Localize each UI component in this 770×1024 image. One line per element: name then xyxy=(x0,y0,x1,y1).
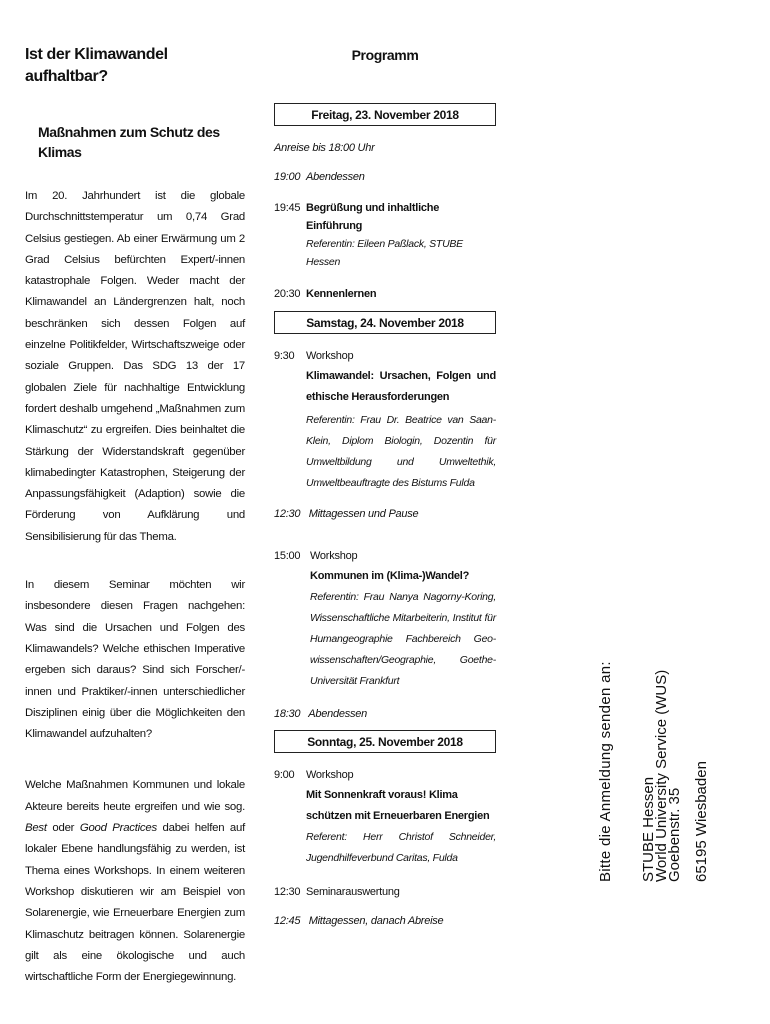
time: 12:30 xyxy=(274,886,301,898)
schedule-item-welcome xyxy=(274,199,496,235)
address-line-1: STUBE Hessen xyxy=(640,776,657,882)
time: 19:00 xyxy=(274,171,301,183)
schedule-item-dinner-saturday: 18:30 Abendessen xyxy=(274,708,367,720)
time: 9:30 xyxy=(274,350,295,362)
time: 15:00 xyxy=(274,550,301,562)
schedule-item-meet xyxy=(274,285,496,303)
schedule-item-lunch-saturday: 12:30 Mittagessen und Pause xyxy=(274,508,419,520)
paragraph-3-italic-best: Best xyxy=(25,822,47,835)
paragraph-3-text-a: Welche Maßnahmen Kommunen und lokale Akteure bereits heute ergreifen und wie sog. xyxy=(25,779,245,813)
workshop-2-speaker: Referentin: Frau Nanya Nagorny-Koring, Wissenschaftliche Mitarbeiterin, Institut für Humangeographie Fachbereich Geo-wissenschaften/Geographie, Goethe-Universität Frankfurt xyxy=(310,591,496,687)
activity: Seminarauswertung xyxy=(306,886,400,898)
intro-paragraph-1: Im 20. Jahrhundert ist die globale Durchschnittstemperatur um 0,74 Grad Celsius gestiegen. Ab einer Erwärmung um 2 Grad Celsius befürchten Expert/-innen katastrophale Folgen. Weder macht der Klimawandel an Ländergrenzen halt, noch beschränken sich dessen Folgen auf einzelne Politikfelder, Wirtschaftszweige oder soziale Gruppen. Das SDG 13 der 17 globalen Ziele für nachhaltige Entwicklung fordert deshalb umgehend „Maßnahmen zum Klimaschutz“ zu ergreifen. Dies beinhaltet die Stärkung der Widerstandskraft gegenüber klimabedingter Katastrophen, Steigerung der Anpassungsfähigkeit (Adaption) sowie die Förderung von Aufklärung und Sensibilisierung für das Thema. xyxy=(25,190,245,543)
intro-paragraph-2: In diesem Seminar möchten wir insbesondere diesen Fragen nachgehen: Was sind die Ursachen und Folgen des Klimawandels? Welche ethischen Imperative ergeben sich daraus? Sind sich Forscher/-innen und Praktiker/-innen unterschiedlicher Disziplinen einig über die Möglichkeiten den Klimawandel aufzuhalten? xyxy=(25,579,245,741)
workshop-3-speaker: Referent: Herr Christof Schneider, Jugendhilfeverbund Caritas, Fulda xyxy=(306,831,496,864)
day-header-saturday: Samstag, 24. November 2018 xyxy=(274,311,496,334)
page-title: Ist der Klimawandel aufhaltbar? xyxy=(25,46,168,85)
activity: Begrüßung und inhaltliche Einführung xyxy=(306,202,440,232)
intro-column xyxy=(25,44,245,988)
schedule-item-evaluation xyxy=(274,883,496,901)
subtitle: Maßnahmen zum Schutz des Klimas xyxy=(38,124,220,160)
registration-prompt: Bitte die Anmeldung senden an: xyxy=(597,661,614,882)
paragraph-3-text-c: dabei helfen auf lokaler Ebene handlungsfähig zu werden, ist Thema eines Workshops. In einem weiteren Workshop diskutieren wir am Beispiel von Solarenergie, wie Erneuerbare Energien zum Klimaschutz beitragen können. Solarenergie gilt als eine ökologische und auch wirtschaftliche Form der Energiegewinnung. xyxy=(25,822,245,984)
intro-paragraph-3 xyxy=(25,775,245,988)
paragraph-3-text-b: oder xyxy=(46,822,80,835)
activity: Kennenlernen xyxy=(306,288,377,300)
schedule-item-workshop-3 xyxy=(274,765,496,785)
day-header-friday: Freitag, 23. November 2018 xyxy=(274,103,496,126)
address-line-4: 65195 Wiesbaden xyxy=(693,761,710,882)
activity: Abendessen xyxy=(306,171,365,183)
speaker-note: Referentin: Eileen Paßlack, STUBE Hessen xyxy=(306,238,463,268)
workshop-2-title: Kommunen im (Klima-)Wandel? xyxy=(310,570,470,582)
schedule-item-workshop-1 xyxy=(274,346,496,366)
paragraph-3-italic-good-practices: Good Practices xyxy=(79,822,157,835)
activity: Workshop xyxy=(310,550,358,562)
day-header-sunday: Sonntag, 25. November 2018 xyxy=(274,730,496,753)
workshop-1-speaker: Referentin: Frau Dr. Beatrice van Saan-Klein, Diplom Biologin, Dozentin für Umweltbildung und Umweltethik, Umweltbeauftragte des Bistums Fulda xyxy=(306,414,496,489)
activity: Workshop xyxy=(306,350,354,362)
schedule-item-departure: 12:45 Mittagessen, danach Abreise xyxy=(274,915,444,927)
address-block xyxy=(642,670,681,882)
time: 20:30 xyxy=(274,288,301,300)
program-title: Programm xyxy=(351,47,419,63)
schedule-item-dinner-friday xyxy=(274,169,496,185)
arrival-note: Anreise bis 18:00 Uhr xyxy=(274,142,375,154)
time: 9:00 xyxy=(274,769,295,781)
schedule-item-workshop-2 xyxy=(274,546,496,566)
program-column xyxy=(274,44,496,929)
workshop-1-title: Klimawandel: Ursachen, Folgen und ethische Herausforderungen xyxy=(306,370,496,403)
activity: Workshop xyxy=(306,769,354,781)
workshop-3-title: Mit Sonnenkraft voraus! Klima schützen mit Erneuerbaren Energien xyxy=(306,789,490,822)
time: 19:45 xyxy=(274,202,301,214)
address-line-3: Goebenstr. 35 xyxy=(666,787,683,882)
address-line-2: World University Service (WUS) xyxy=(653,669,670,882)
